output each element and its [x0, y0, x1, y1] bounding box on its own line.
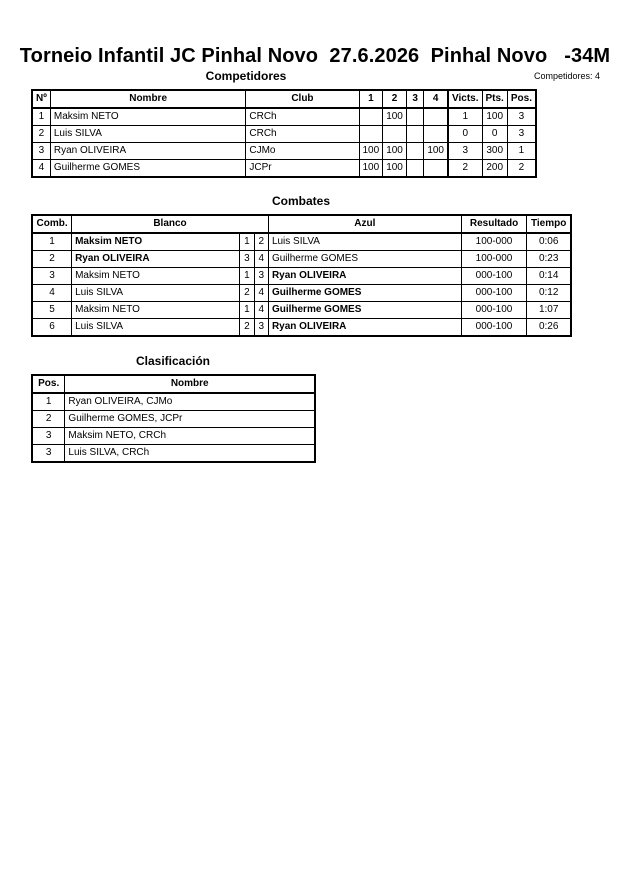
fight-number: 5 — [32, 302, 72, 319]
white-number: 3 — [240, 251, 254, 268]
blue-competitor: Guilherme GOMES — [268, 302, 461, 319]
score-cell — [383, 126, 407, 143]
competitor-number: 1 — [32, 108, 50, 126]
table-row — [32, 285, 571, 302]
fights-body — [32, 233, 571, 336]
fight-time: 1:07 — [527, 302, 571, 319]
white-competitor: Luis SILVA — [72, 285, 240, 302]
score-cell: 100 — [383, 108, 407, 126]
table-row — [32, 126, 536, 143]
ranking-body — [32, 393, 315, 462]
competitor-name: Ryan OLIVEIRA — [50, 143, 246, 160]
ranking-name: Guilherme GOMES, JCPr — [65, 411, 315, 428]
white-competitor: Maksim NETO — [72, 302, 240, 319]
fight-result: 000-100 — [461, 319, 527, 337]
victories-cell: 3 — [448, 143, 482, 160]
blue-number: 4 — [254, 251, 268, 268]
fight-number: 6 — [32, 319, 72, 337]
victories-cell: 1 — [448, 108, 482, 126]
ranking-table — [31, 374, 316, 463]
position-cell: 3 — [507, 126, 536, 143]
col-header: Comb. — [32, 215, 72, 233]
table-row — [32, 393, 315, 411]
fight-number: 1 — [32, 233, 72, 251]
victories-cell: 2 — [448, 160, 482, 178]
table-row — [32, 233, 571, 251]
col-header: Tiempo — [527, 215, 571, 233]
competitor-club: CJMo — [246, 143, 359, 160]
fight-time: 0:14 — [527, 268, 571, 285]
col-header: Victs. — [448, 90, 482, 108]
white-number: 1 — [240, 268, 254, 285]
score-cell — [359, 108, 383, 126]
page-title: Torneio Infantil JC Pinhal Novo 27.6.2026 Pinhal Novo -34M — [19, 45, 611, 67]
competitor-number: 3 — [32, 143, 50, 160]
ranking-heading: Clasificación — [135, 354, 211, 368]
table-row — [32, 160, 536, 178]
score-cell — [406, 160, 423, 178]
position-cell: 1 — [507, 143, 536, 160]
white-number: 2 — [240, 319, 254, 337]
fight-result: 000-100 — [461, 268, 527, 285]
score-cell: 100 — [424, 143, 448, 160]
col-header: Blanco — [72, 215, 269, 233]
col-header: Nº — [32, 90, 50, 108]
score-cell — [424, 160, 448, 178]
blue-competitor: Ryan OLIVEIRA — [268, 319, 461, 337]
competitor-number: 2 — [32, 126, 50, 143]
col-header: Nombre — [50, 90, 246, 108]
competitor-number: 4 — [32, 160, 50, 178]
col-header: Nombre — [65, 375, 315, 393]
score-cell: 100 — [359, 143, 383, 160]
points-cell: 0 — [482, 126, 507, 143]
position-cell: 2 — [507, 160, 536, 178]
fight-number: 2 — [32, 251, 72, 268]
col-header: Resultado — [461, 215, 527, 233]
table-row — [32, 445, 315, 463]
score-cell — [406, 126, 423, 143]
competitor-name: Guilherme GOMES — [50, 160, 246, 178]
col-header: 4 — [424, 90, 448, 108]
score-cell — [424, 126, 448, 143]
points-cell: 200 — [482, 160, 507, 178]
score-cell: 100 — [383, 143, 407, 160]
blue-number: 4 — [254, 285, 268, 302]
competitor-name: Luis SILVA — [50, 126, 246, 143]
position-cell: 3 — [507, 108, 536, 126]
score-cell — [424, 108, 448, 126]
competitors-table — [31, 89, 537, 178]
score-cell — [359, 126, 383, 143]
col-header: Pos. — [32, 375, 65, 393]
score-cell — [406, 108, 423, 126]
fight-result: 000-100 — [461, 285, 527, 302]
col-header: 1 — [359, 90, 383, 108]
table-row — [32, 428, 315, 445]
col-header: Pos. — [507, 90, 536, 108]
blue-number: 2 — [254, 233, 268, 251]
col-header: 2 — [383, 90, 407, 108]
white-number: 1 — [240, 302, 254, 319]
fight-result: 100-000 — [461, 251, 527, 268]
ranking-position: 3 — [32, 428, 65, 445]
fight-result: 000-100 — [461, 302, 527, 319]
points-cell: 100 — [482, 108, 507, 126]
fight-result: 100-000 — [461, 233, 527, 251]
col-header: Club — [246, 90, 359, 108]
fight-time: 0:23 — [527, 251, 571, 268]
table-row — [32, 302, 571, 319]
table-row — [32, 143, 536, 160]
competitors-count: Competidores: 4 — [533, 71, 600, 81]
blue-competitor: Luis SILVA — [268, 233, 461, 251]
blue-competitor: Guilherme GOMES — [268, 285, 461, 302]
blue-number: 4 — [254, 302, 268, 319]
table-row — [32, 251, 571, 268]
fight-time: 0:26 — [527, 319, 571, 337]
victories-cell: 0 — [448, 126, 482, 143]
col-header: Pts. — [482, 90, 507, 108]
blue-number: 3 — [254, 319, 268, 337]
white-competitor: Ryan OLIVEIRA — [72, 251, 240, 268]
fight-number: 3 — [32, 268, 72, 285]
competitor-club: CRCh — [246, 126, 359, 143]
white-number: 1 — [240, 233, 254, 251]
fights-table — [31, 214, 572, 337]
table-row — [32, 108, 536, 126]
table-row — [32, 411, 315, 428]
ranking-position: 1 — [32, 393, 65, 411]
white-competitor: Luis SILVA — [72, 319, 240, 337]
competitor-name: Maksim NETO — [50, 108, 246, 126]
col-header: 3 — [406, 90, 423, 108]
white-competitor: Maksim NETO — [72, 233, 240, 251]
competitor-club: CRCh — [246, 108, 359, 126]
table-row — [32, 319, 571, 337]
fights-heading: Combates — [271, 194, 330, 208]
white-number: 2 — [240, 285, 254, 302]
fight-time: 0:06 — [527, 233, 571, 251]
blue-competitor: Ryan OLIVEIRA — [268, 268, 461, 285]
ranking-position: 3 — [32, 445, 65, 463]
score-cell — [406, 143, 423, 160]
points-cell: 300 — [482, 143, 507, 160]
blue-number: 3 — [254, 268, 268, 285]
table-row — [32, 268, 571, 285]
competitors-heading: Competidores — [205, 69, 287, 83]
ranking-name: Luis SILVA, CRCh — [65, 445, 315, 463]
white-competitor: Maksim NETO — [72, 268, 240, 285]
score-cell: 100 — [359, 160, 383, 178]
competitors-body — [32, 108, 536, 177]
fight-number: 4 — [32, 285, 72, 302]
score-cell: 100 — [383, 160, 407, 178]
competitor-club: JCPr — [246, 160, 359, 178]
ranking-position: 2 — [32, 411, 65, 428]
fight-time: 0:12 — [527, 285, 571, 302]
blue-competitor: Guilherme GOMES — [268, 251, 461, 268]
ranking-name: Ryan OLIVEIRA, CJMo — [65, 393, 315, 411]
ranking-name: Maksim NETO, CRCh — [65, 428, 315, 445]
col-header: Azul — [268, 215, 461, 233]
